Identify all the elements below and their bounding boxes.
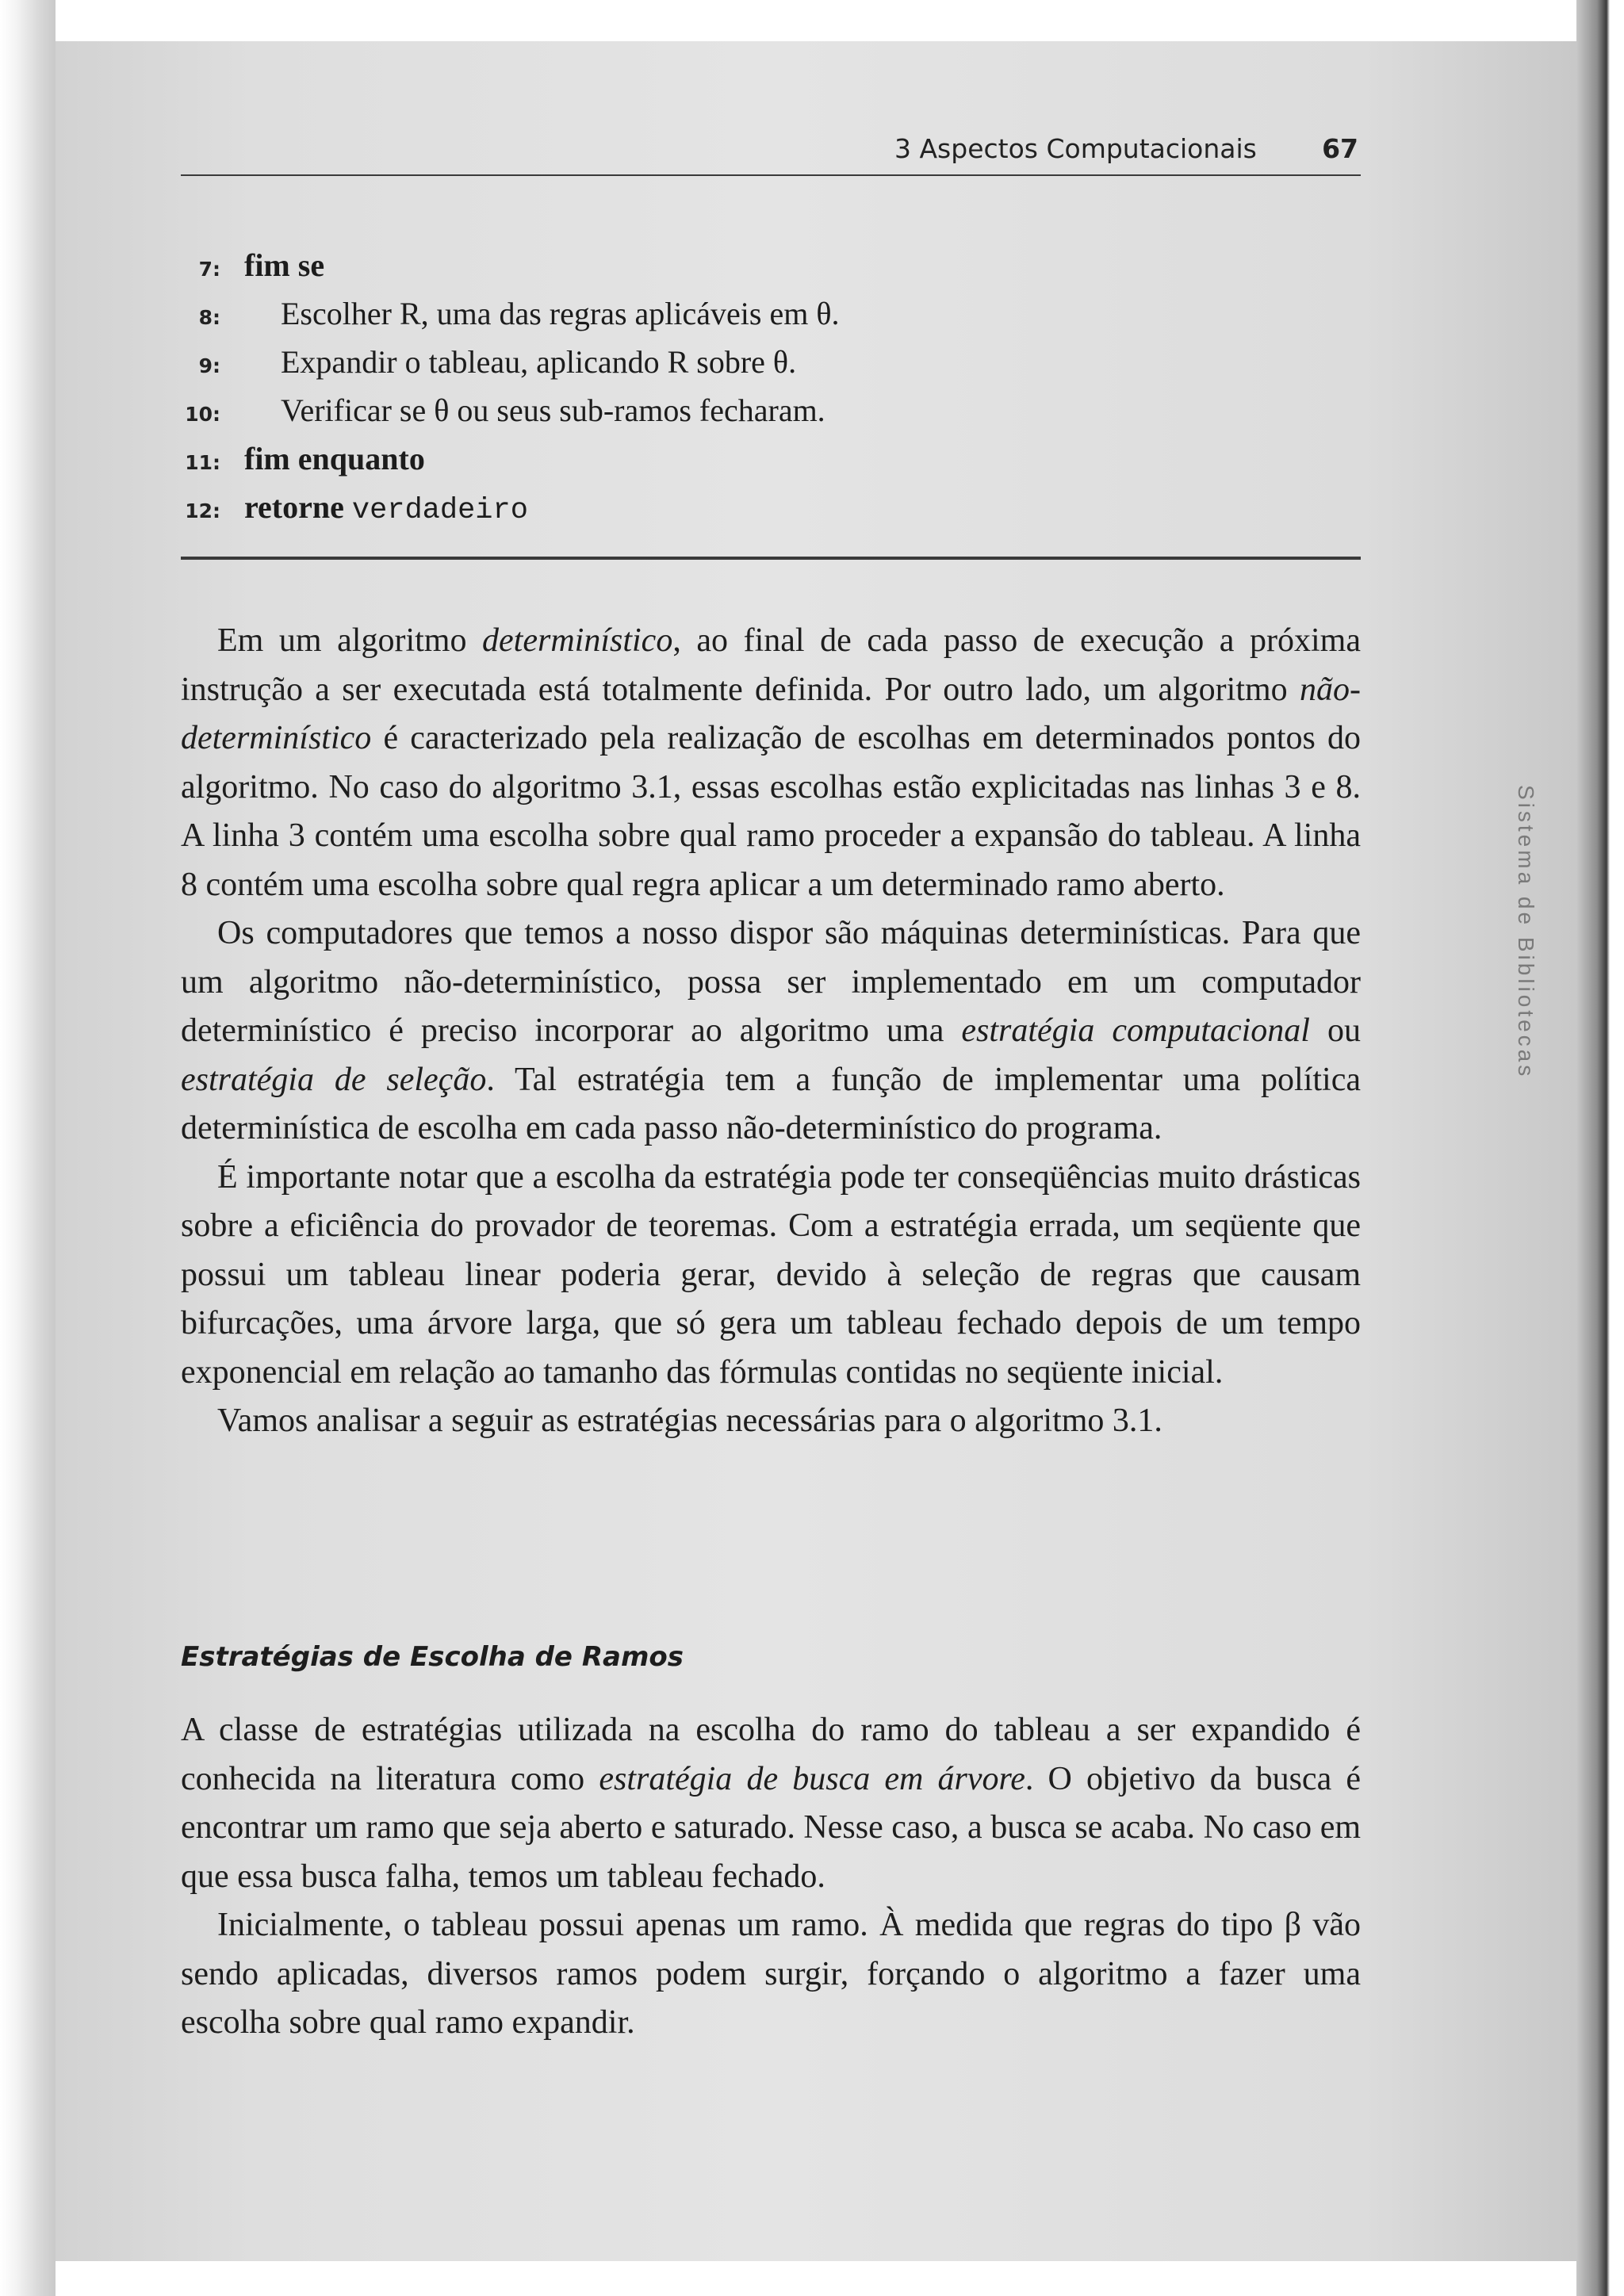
algorithm-keyword: retorne — [244, 489, 344, 525]
algorithm-keyword: fim se — [244, 247, 325, 283]
algorithm-line — [179, 434, 1361, 483]
term-computational-strategy: estratégia computacional — [961, 1012, 1310, 1049]
algorithm-line — [179, 241, 1361, 289]
algorithm-statement: Expandir o tableau, aplicando R sobre θ. — [281, 344, 797, 380]
algorithm-line — [179, 289, 1361, 338]
scan-right-binding — [1576, 0, 1624, 2296]
paragraph-strategy-importance: É importante notar que a escolha da estratégia pode ter conseqüências muito drásticas sobre a eficiência do provador de teoremas. Com a estratégia errada, um seqüente que possui um tableau linear poderia gerar, devido à seleção de regras que causam bifurcações, uma árvore larga, que só gera um tableau fechado depois de um tempo exponencial em relação ao tamanho das fórmulas contidas no seqüente inicial. — [181, 1158, 1361, 1391]
line-number: 7: — [198, 258, 220, 281]
line-number: 8: — [198, 306, 220, 329]
paragraph-computers: Os computadores que temos a nosso dispor são máquinas determinísticas. Para que um algoritmo não-determinístico, possa ser implementado em um computador determinístico é preciso incorporar ao algoritmo uma estratégia computacional ou estratégia de seleção. Tal estratégia tem a função de implementar uma política determinística de escolha em cada passo não-determinístico do programa. — [181, 915, 1361, 1146]
algorithm-statement: Escolher R, uma das regras aplicáveis em θ. — [281, 296, 840, 331]
algorithm-line — [179, 483, 1361, 531]
algorithm-return-value: verdadeiro — [351, 494, 528, 527]
line-number: 11: — [185, 451, 220, 474]
algorithm-listing — [179, 241, 1361, 531]
section-body-text — [181, 1706, 1361, 2048]
term-nondeterministic: não-determinístico — [181, 671, 1361, 756]
algorithm-line — [179, 338, 1361, 386]
line-number: 12: — [185, 499, 220, 522]
library-stamp: Sistema de Bibliotecas — [1514, 785, 1538, 1080]
term-selection-strategy: estratégia de seleção — [181, 1061, 487, 1098]
line-number: 9: — [198, 354, 220, 377]
running-header — [894, 133, 1358, 171]
paragraph-deterministic: Em um algoritmo determinístico, ao final de cada passo de execução a próxima instrução a ser executada está totalmente definida. Por outro lado, um algoritmo não-determinístico é caracterizado pela realização de escolhas em determinados pontos do algoritmo. No caso do algoritmo 3.1, essas escolhas estão explicitadas nas linhas 3 e 8. A linha 3 contém uma escolha sobre qual ramo proceder a expansão do tableau. A linha 8 contém uma escolha sobre qual regra aplicar a um determinado ramo aberto. — [181, 622, 1361, 903]
algorithm-keyword: fim enquanto — [244, 441, 425, 476]
section-heading: Estratégias de Escolha de Ramos — [181, 1641, 684, 1673]
body-text-block — [181, 617, 1361, 1446]
algorithm-line — [179, 386, 1361, 434]
paragraph-branch-strategy: A classe de estratégias utilizada na escolha do ramo do tableau a ser expandido é conhecida na literatura como estratégia de busca em árvore. O objetivo da busca é encontrar um ramo que seja aberto e saturado. Nesse caso, a busca se acaba. No caso em que essa busca falha, temos um tableau fechado. — [181, 1712, 1361, 1895]
term-tree-search: estratégia de busca em árvore — [599, 1760, 1025, 1797]
header-rule — [181, 174, 1361, 176]
paragraph-analysis-intro: Vamos analisar a seguir as estratégias necessárias para o algoritmo 3.1. — [217, 1402, 1162, 1439]
page-number: 67 — [1322, 133, 1358, 164]
line-number: 10: — [185, 403, 220, 426]
scan-left-margin — [0, 0, 56, 2296]
running-title: 3 Aspectos Computacionais — [894, 133, 1257, 164]
algorithm-bottom-rule — [181, 557, 1361, 560]
term-deterministic: determinístico — [482, 622, 673, 659]
paragraph-initial-tableau: Inicialmente, o tableau possui apenas um ramo. À medida que regras do tipo β vão sendo aplicadas, diversos ramos podem surgir, forçando o algoritmo a fazer uma escolha sobre qual ramo expandir. — [181, 1907, 1361, 2041]
scan-bottom-margin — [56, 2261, 1576, 2296]
algorithm-statement: Verificar se θ ou seus sub-ramos fecharam. — [281, 392, 825, 428]
